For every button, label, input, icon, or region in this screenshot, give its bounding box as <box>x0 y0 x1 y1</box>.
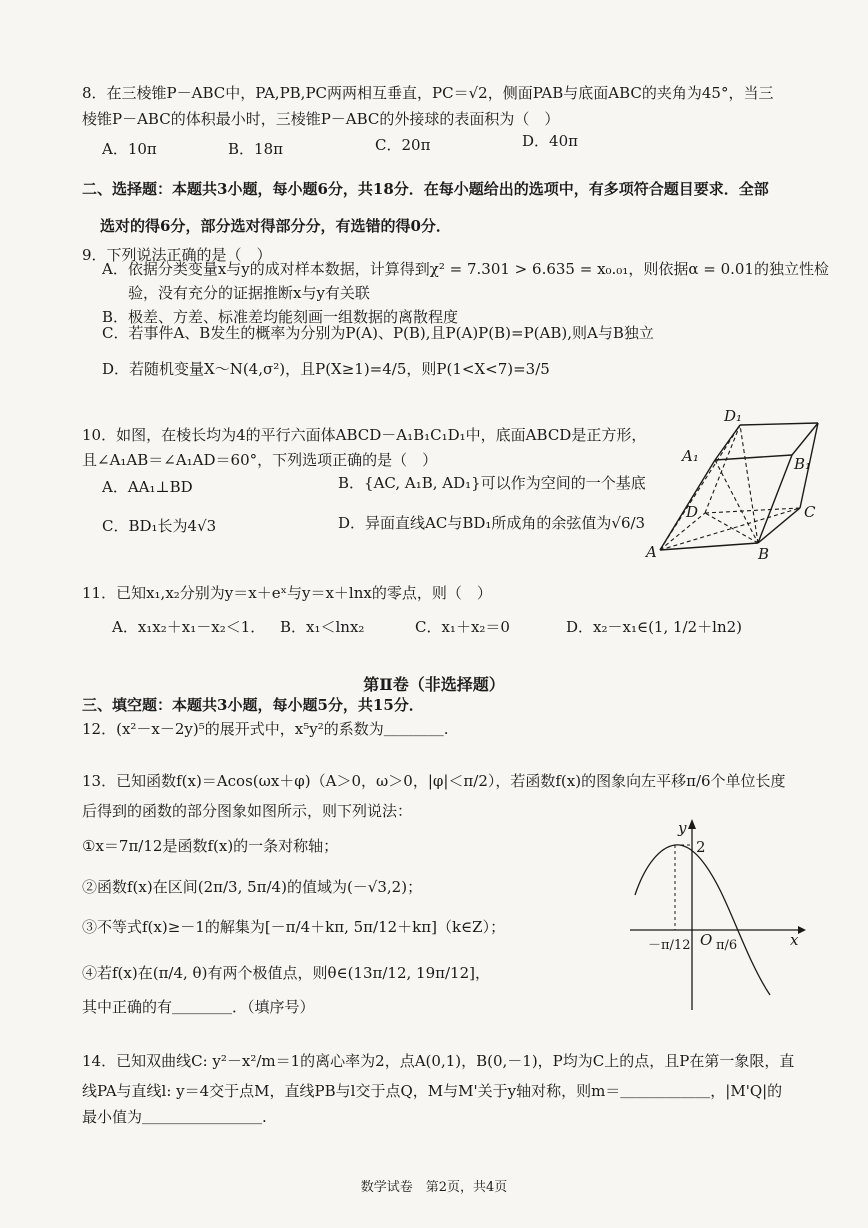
q10-option-d: D．异面直线AC与BD₁所成角的余弦值为√6/3 <box>338 514 646 532</box>
q9-option-b: B．极差、方差、标准差均能刻画一组数据的离散程度 <box>102 308 459 326</box>
q13-statement-3: ③不等式f(x)≥－1的解集为[－π/4＋kπ, 5π/12＋kπ]（k∈Z）； <box>82 918 506 936</box>
q9-stem: 9．下列说法正确的是（ ） <box>82 246 272 264</box>
q8-line2: 棱锥P－ABC的体积最小时，三棱锥P－ABC的外接球的表面积为（ ） <box>82 110 560 128</box>
edge-AD <box>660 513 705 550</box>
q8-option-d: D．40π <box>522 132 578 150</box>
cosine-curve <box>635 845 770 995</box>
q14-line1: 14．已知双曲线C: y²－x²/m＝1的离心率为2，点A(0,1)，B(0,－1)，P均为C上的点，且P在第一象限，直 <box>82 1052 795 1070</box>
q10-line1: 10．如图，在棱长均为4的平行六面体ABCD－A₁B₁C₁D₁中，底面ABCD是正方形， <box>82 426 647 444</box>
graph-tick-right: π/6 <box>716 938 738 953</box>
graph-x-label: x <box>790 931 799 949</box>
q14-line2: 线PA与直线l: y＝4交于点M，直线PB与l交于点Q，M与M'关于y轴对称，则m＝＿＿＿＿＿＿，|M'Q|的 <box>82 1082 783 1100</box>
edge-D1C1 <box>740 423 818 425</box>
part2-title: 第Ⅱ卷（非选择题） <box>363 675 505 694</box>
diag-BD <box>705 513 758 543</box>
graph-ymax-label: 2 <box>696 838 706 856</box>
graph-tick-left: －π/12 <box>648 938 691 953</box>
q13-line2: 后得到的函数的部分图象如图所示，则下列说法： <box>82 802 413 820</box>
graph-y-label: y <box>678 819 687 837</box>
q9-option-a-line1: A．依据分类变量x与y的成对样本数据，计算得到χ² = 7.301 > 6.635 = x₀.₀₁，则依据α = 0.01的独立性检 <box>102 260 829 278</box>
q10-option-b: B．{AC, A₁B, AD₁}可以作为空间的一个基底 <box>338 474 646 492</box>
label-B: B <box>758 545 770 563</box>
q10-option-a: A．AA₁⊥BD <box>102 478 193 496</box>
q11-option-a: A．x₁x₂＋x₁－x₂＜1． <box>112 618 266 636</box>
q10-option-c: C．BD₁长为4√3 <box>102 517 217 535</box>
q11-stem: 11．已知x₁,x₂分别为y＝x＋eˣ与y＝x＋lnx的零点，则（ ） <box>82 584 492 602</box>
q10-line2: 且∠A₁AB＝∠A₁AD＝60°，下列选项正确的是（ ） <box>82 451 438 469</box>
q11-option-d: D．x₂－x₁∈(1, 1/2＋ln2) <box>566 618 743 636</box>
edge-AB <box>660 543 758 550</box>
graph-origin-label: O <box>700 931 713 949</box>
diag-AD1 <box>660 425 740 550</box>
q8-option-c: C．20π <box>375 136 431 154</box>
section3-heading: 三、填空题：本题共3小题，每小题5分，共15分． <box>82 696 424 714</box>
label-D1: D₁ <box>724 407 743 425</box>
label-D: D <box>686 503 699 521</box>
section2-heading-line2: 选对的得6分，部分选对得部分分，有选错的得0分． <box>100 217 451 235</box>
edge-DC <box>705 508 800 513</box>
q13-statement-2: ②函数f(x)在区间(2π/3, 5π/4)的值域为(－√3,2)； <box>82 878 423 896</box>
q13-tail: 其中正确的有＿＿＿＿．（填序号） <box>82 998 315 1016</box>
label-A1: A₁ <box>682 447 699 465</box>
q8-option-a: A．10π <box>102 140 157 158</box>
q13-statement-4: ④若f(x)在(π/4, θ)有两个极值点，则θ∈(13π/12, 19π/12]， <box>82 964 490 982</box>
label-C: C <box>804 503 816 521</box>
q13-statement-1: ①x＝7π/12是函数f(x)的一条对称轴； <box>82 837 339 855</box>
q13-line1: 13．已知函数f(x)＝Acos(ωx＋φ)（A＞0，ω＞0，|φ|＜π/2），若函数f(x)的图象向左平移π/6个单位长度 <box>82 772 786 790</box>
q9-option-a-line2: 验，没有充分的证据推断x与y有关联 <box>128 284 370 302</box>
q9-option-d: D．若随机变量X～N(4,σ²)，且P(X≥1)=4/5，则P(1<X<7)=3/5 <box>102 360 550 378</box>
q8-option-b: B．18π <box>228 140 283 158</box>
q11-option-b: B．x₁＜lnx₂ <box>280 618 365 636</box>
label-A: A <box>646 543 657 561</box>
y-axis-arrow <box>688 819 696 829</box>
section2-heading-line1: 二、选择题：本题共3小题，每小题6分，共18分．在每小题给出的选项中，有多项符合题目要求．全部 <box>82 180 769 198</box>
page-footer: 数学试卷 第2页，共4页 <box>360 1180 508 1195</box>
q8-line1: 8．在三棱锥P－ABC中，PA,PB,PC两两相互垂直，PC＝√2，侧面PAB与底面ABC的夹角为45°，当三 <box>82 84 774 102</box>
cosine-graph <box>620 815 820 1015</box>
label-B1: B₁ <box>794 455 812 473</box>
q14-line3: 最小值为＿＿＿＿＿＿＿＿. <box>82 1108 267 1126</box>
edge-BB1 <box>758 455 792 543</box>
parallelepiped-figure <box>640 405 825 565</box>
q12-line: 12．(x²－x－2y)⁵的展开式中，x⁵y²的系数为＿＿＿＿. <box>82 720 449 738</box>
x-axis-arrow <box>798 926 806 934</box>
q11-option-c: C．x₁＋x₂＝0 <box>415 618 510 636</box>
q9-option-c: C．若事件A、B发生的概率为分别为P(A)、P(B),且P(A)P(B)=P(AB),则A与B独立 <box>102 324 654 342</box>
